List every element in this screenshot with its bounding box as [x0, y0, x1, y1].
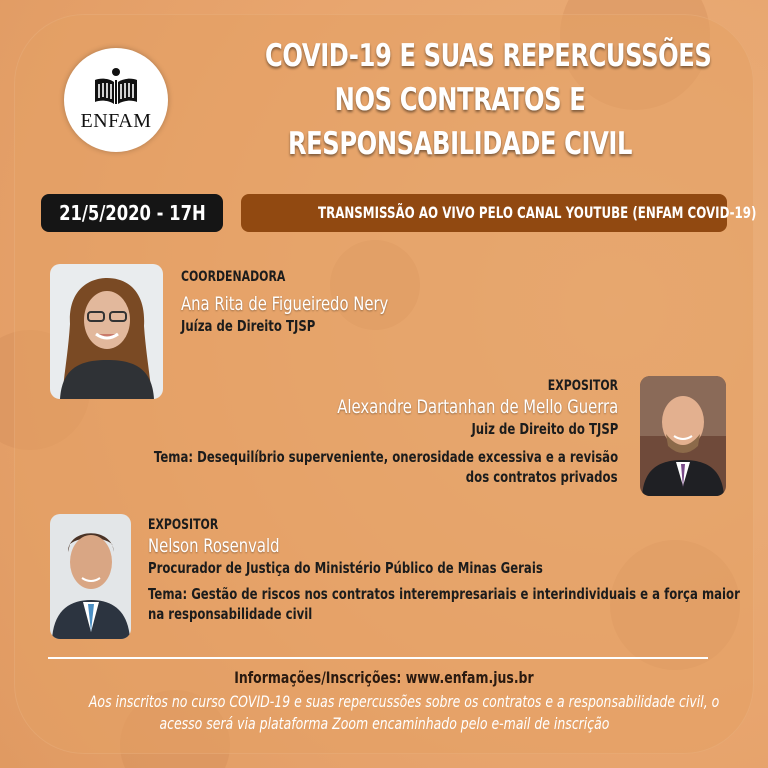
- speaker-name: Alexandre Dartanhan de Mello Guerra: [337, 396, 618, 418]
- footer-divider: [48, 657, 708, 659]
- speaker-photo-expositor-1: [640, 376, 726, 496]
- title-line: NOS CONTRATOS E: [334, 82, 586, 118]
- speaker-role: EXPOSITOR: [148, 517, 219, 533]
- speaker-name: Nelson Rosenvald: [148, 535, 280, 557]
- live-stream-badge: [241, 194, 757, 232]
- live-stream-text: TRANSMISSÃO AO VIVO PELO CANAL YOUTUBE (ENFAM COVID-19): [318, 203, 757, 222]
- speaker-role: COORDENADORA: [181, 269, 286, 285]
- date-text: 21/5/2020 - 17H: [58, 201, 206, 225]
- speaker-photo-expositor-2: [50, 514, 131, 639]
- speaker-office: Juíza de Direito TJSP: [181, 317, 316, 335]
- footer-note-line: Aos inscritos no curso COVID-19 e suas repercussões sobre os contratos e a responsabilidade civil, o: [88, 692, 720, 711]
- speaker-expositor-1: [23, 377, 618, 487]
- speaker-coordinator: [181, 268, 447, 336]
- speaker-expositor-2: [148, 516, 768, 624]
- footer-info: [0, 668, 768, 687]
- footer-note: [0, 692, 768, 711]
- speaker-theme: Tema: Desequilíbrio superveniente, onerosidade excessiva e a revisão: [153, 448, 618, 466]
- logo-text: ENFAM: [80, 110, 152, 132]
- speaker-office: Juiz de Direito do TJSP: [471, 420, 618, 438]
- title-line: COVID-19 E SUAS REPERCUSSÕES: [265, 38, 712, 74]
- enfam-logo: [64, 48, 168, 152]
- speaker-office: Procurador de Justiça do Ministério Público de Minas Gerais: [148, 559, 543, 577]
- title-line: RESPONSABILIDADE CIVIL: [287, 126, 633, 162]
- speaker-theme: Tema: Gestão de riscos nos contratos interempresariais e interindividuais e a força maior: [148, 585, 740, 603]
- speaker-theme: dos contratos privados: [466, 468, 618, 486]
- speaker-theme: na responsabilidade civil: [148, 605, 313, 623]
- footer-note-line: acesso será via plataforma Zoom encaminhado pelo e-mail de inscrição: [159, 714, 609, 733]
- event-title: [265, 34, 712, 166]
- footer-info-text: Informações/Inscrições: www.enfam.jus.br: [234, 668, 534, 687]
- footer-note: [0, 714, 768, 733]
- open-book-icon: [92, 66, 140, 106]
- date-badge: [41, 194, 223, 232]
- speaker-role: EXPOSITOR: [547, 378, 618, 394]
- speaker-name: Ana Rita de Figueiredo Nery: [181, 293, 389, 315]
